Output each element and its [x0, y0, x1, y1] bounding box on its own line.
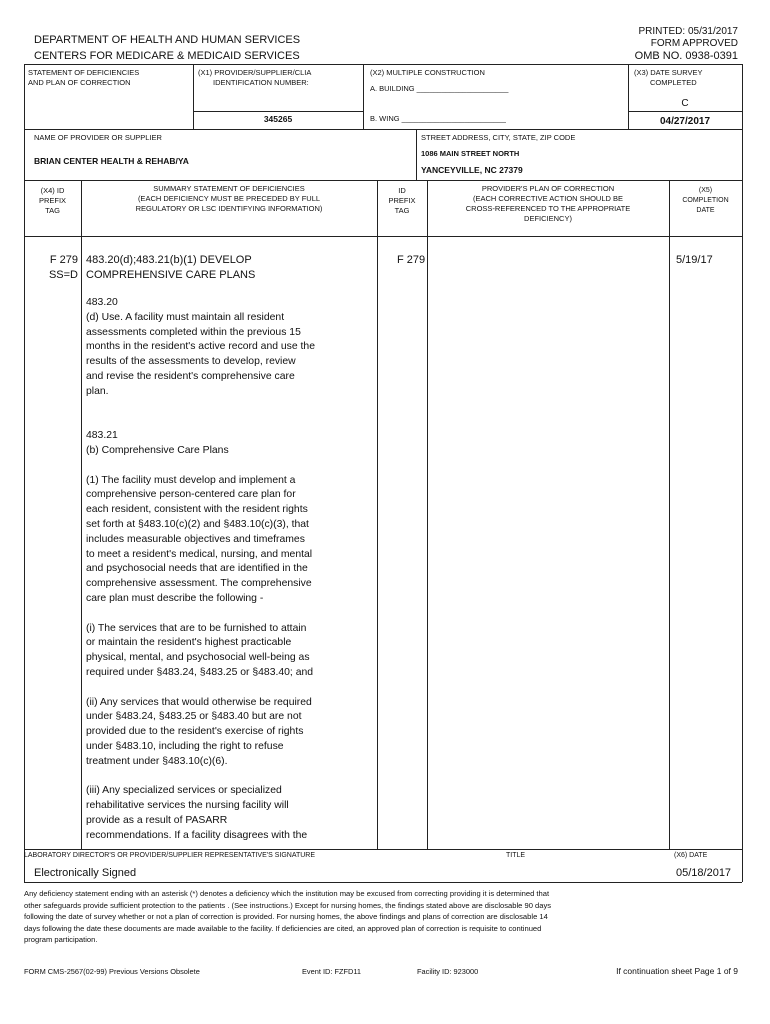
frame-line [24, 129, 742, 130]
building-label: A. BUILDING ______________________ [370, 84, 509, 93]
statement-label-1: STATEMENT OF DEFICIENCIES [28, 68, 140, 77]
omb-number: OMB NO. 0938-0391 [634, 50, 738, 62]
street-address: 1086 MAIN STREET NORTH [421, 149, 520, 158]
summary-header: SUMMARY STATEMENT OF DEFICIENCIES (EACH DEFICIENCY MUST BE PRECEDED BY FULL REGULATORY OR LSC IDENTIFYING INFORMATION) [135, 184, 323, 213]
facility-id: Facility ID: 923000 [417, 967, 479, 976]
x3-label-1: (X3) DATE SURVEY [634, 68, 703, 77]
paragraph: (i) The services that are to be furnished to attain or maintain the resident's highest practicable physical, mental, and psychosocial well-being as required under §483.24, §483.25 or §483.40; and [86, 622, 314, 678]
provider-name-label: NAME OF PROVIDER OR SUPPLIER [34, 133, 162, 142]
col-line [669, 180, 670, 849]
signature-date: 05/18/2017 [676, 867, 732, 879]
wing-label: B. WING _________________________ [370, 114, 506, 123]
form-approved: FORM APPROVED [650, 38, 738, 49]
col-line [81, 180, 82, 849]
regulation-title-1: 483.20(d);483.21(b)(1) DEVELOP [86, 254, 252, 266]
provider-id-number: 345265 [263, 114, 293, 124]
statement-label-2: AND PLAN OF CORRECTION [28, 78, 131, 87]
x4-header: (X4) ID PREFIX TAG [38, 186, 67, 215]
col-line [377, 180, 378, 849]
paragraph: (ii) Any services that would otherwise be required under §483.24, §483.25 or §483.40 but are not provided due to the resident's exercise of rights under §483.10, including the right to refuse treatment under §483.10(c)(6). [86, 696, 312, 767]
signature-label: LABORATORY DIRECTOR'S OR PROVIDER/SUPPLIER REPRESENTATIVE'S SIGNATURE [24, 852, 316, 859]
regulation-title-2: COMPREHENSIVE CARE PLANS [86, 269, 256, 281]
survey-date: 04/27/2017 [659, 116, 711, 127]
divider [416, 129, 417, 180]
deficiency-tag: F 279 [49, 254, 78, 266]
agency-name: CENTERS FOR MEDICARE & MEDICAID SERVICES [34, 50, 300, 62]
provider-name: BRIAN CENTER HEALTH & REHAB/YA [34, 156, 189, 166]
page-indicator: If continuation sheet Page 1 of 9 [616, 966, 738, 976]
col-line [427, 180, 428, 849]
scope-severity: SS=D [48, 269, 78, 281]
title-label: TITLE [506, 852, 526, 859]
event-id: Event ID: FZFD11 [302, 967, 362, 976]
paragraph: 483.20 (d) Use. A facility must maintain all resident assessments completed within the previous 15 months in the resident's active record and use the results of the assessments to develop, review and revise the resident's comprehensive care plan. [86, 297, 315, 397]
frame-line [24, 882, 742, 883]
x6-date-label: (X6) DATE [674, 852, 708, 859]
divider [193, 111, 363, 112]
paragraph: (iii) Any specialized services or specialized rehabilitative services the nursing facility will provide as a result of PASARR recommendations. If a facility disagrees with the [86, 785, 308, 841]
survey-type-letter: C [681, 98, 689, 109]
x3-label-2: COMPLETED [650, 78, 697, 87]
deficiency-text [86, 296, 376, 858]
x2-label: (X2) MULTIPLE CONSTRUCTION [370, 68, 485, 77]
form-number: FORM CMS-2567(02-99) Previous Versions Obsolete [24, 967, 200, 976]
frame-line [24, 180, 742, 181]
x1-label-1: (X1) PROVIDER/SUPPLIER/CLIA [198, 68, 312, 77]
paragraph: 483.21 (b) Comprehensive Care Plans [86, 430, 229, 456]
completion-date: 5/19/17 [676, 254, 713, 266]
frame-right-line [742, 64, 743, 882]
x1-label-2: IDENTIFICATION NUMBER: [213, 78, 309, 87]
disclaimer: Any deficiency statement ending with an asterisk (*) denotes a deficiency which the institution may be excused from correcting providing it is determined that other safeguards provide sufficient protection to the patients . (See instructions.) Except for nursing homes, the findings stated above are disclosable 90 days following the date of survey whether or not a plan of correction is provided. For nursing homes, the above findings and plans of correction are disclosable 14 days following the date these documents are made available to the facility. If deficiencies are cited, an approved plan of correction is requisite to continued program participation. [24, 889, 552, 945]
divider [628, 111, 742, 112]
printed-date: PRINTED: 05/31/2017 [638, 26, 738, 37]
signature-value: Electronically Signed [34, 867, 137, 879]
paragraph: (1) The facility must develop and implement a comprehensive person-centered care plan for each resident, consistent with the resident rights set forth at §483.10(c)(2) and §483.10(c)(3), that includes measurable objectives and timeframes to meet a resident's medical, nursing, and mental and psychosocial needs that are identified in the comprehensive assessment. The comprehensive care plan must describe the following - [86, 474, 313, 604]
x5-header: (X5) COMPLETION DATE [682, 187, 729, 214]
frame-line [24, 236, 742, 237]
department-name: DEPARTMENT OF HEALTH AND HUMAN SERVICES [34, 34, 301, 46]
id-header: ID PREFIX TAG [388, 186, 416, 215]
divider [363, 64, 364, 129]
correction-tag: F 279 [397, 254, 426, 266]
plan-header: PROVIDER'S PLAN OF CORRECTION (EACH CORRECTIVE ACTION SHOULD BE CROSS-REFERENCED TO THE APPROPRIATE DEFICIENCY) [465, 184, 631, 223]
address-label: STREET ADDRESS, CITY, STATE, ZIP CODE [421, 133, 576, 142]
city-state-zip: YANCEYVILLE, NC 27379 [421, 165, 523, 175]
frame-top-line [24, 64, 742, 65]
